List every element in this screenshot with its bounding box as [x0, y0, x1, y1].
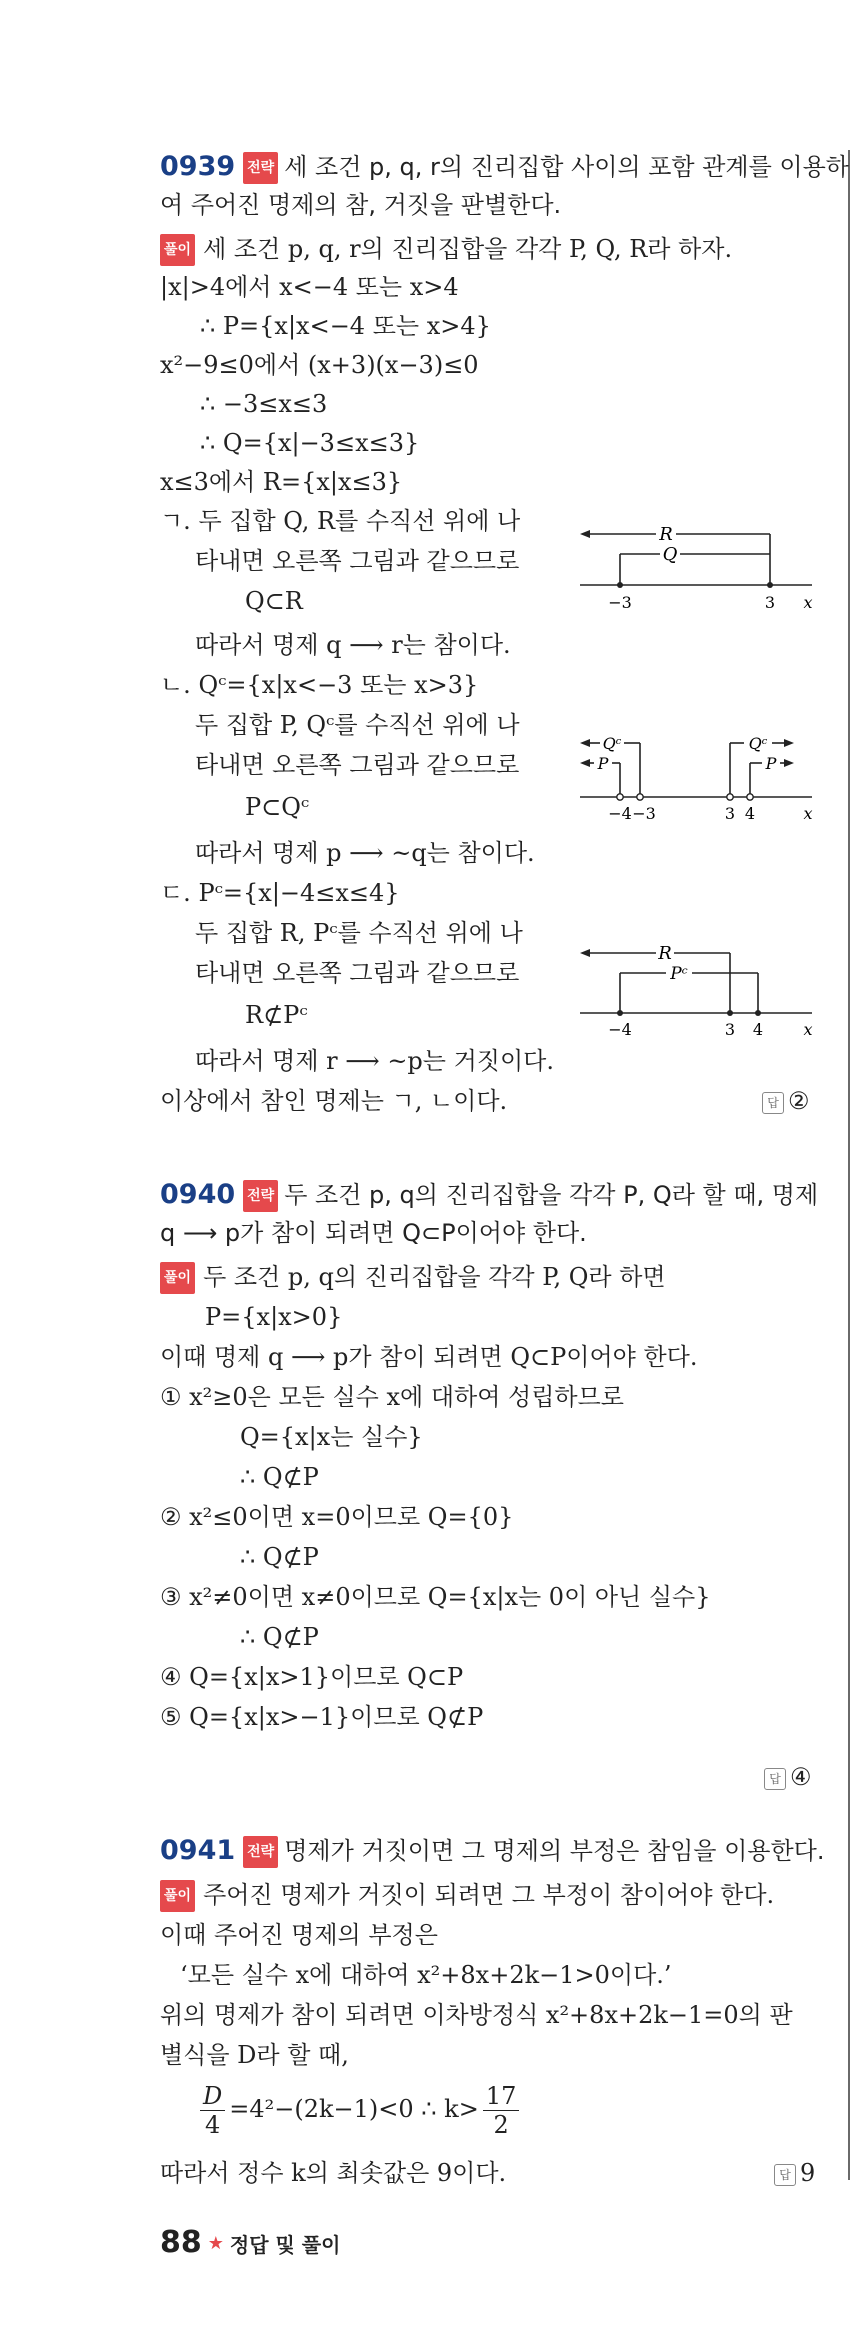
fig3-axis-label: x	[803, 1020, 813, 1039]
arrow-right	[784, 739, 794, 747]
closed-point	[755, 1010, 761, 1016]
arrow-left	[580, 739, 590, 747]
number-line-figure-2	[580, 725, 820, 835]
q0941-header	[160, 1836, 824, 1868]
q0941-line: ‘모든 실수 x에 대하여 x²+8x+2k−1>0이다.’	[180, 1961, 672, 1989]
discriminant-expression	[196, 2082, 523, 2139]
open-point	[637, 794, 643, 800]
fraction-denominator: 2	[493, 2111, 509, 2139]
q0941-number: 0941	[160, 1835, 236, 1866]
q0939-line: R⊄Pᶜ	[245, 1001, 308, 1029]
q0941-line: 따라서 정수 k의 최솟값은 9이다.	[160, 2159, 507, 2187]
q0940-line: ∴ Q⊄P	[240, 1543, 319, 1571]
fig3-label-r: R	[658, 943, 672, 964]
q0939-line: 세 조건 p, q, r의 진리집합을 각각 P, Q, R라 하자.	[203, 235, 733, 263]
number-line-figure-3	[580, 935, 820, 1045]
solution-tag: 풀이	[160, 1880, 195, 1912]
fig3-tick: 3	[724, 1020, 736, 1039]
page-number: 88	[160, 2225, 202, 2260]
q0939-line: P⊂Qᶜ	[245, 793, 310, 821]
column-rule	[848, 150, 850, 2180]
q0940-line: ∴ Q⊄P	[240, 1623, 319, 1651]
q0940-header	[160, 1180, 818, 1212]
fraction-numerator: D	[200, 2082, 225, 2111]
closed-point	[617, 582, 623, 588]
footer-label: 정답 및 풀이	[229, 2233, 341, 2257]
fig2-tick: −3	[632, 804, 656, 823]
star-icon: ★	[207, 2233, 224, 2254]
answer-icon: 답	[764, 1768, 786, 1790]
fig2-tick: 3	[724, 804, 736, 823]
page-footer	[160, 2225, 340, 2260]
q0941-sol-line	[160, 1880, 774, 1912]
closed-point	[767, 582, 773, 588]
q0939-line: ∴ −3≤x≤3	[200, 390, 328, 418]
answer-box	[762, 1086, 810, 1116]
q0940-line: 이때 명제 q ⟶ p가 참이 되려면 Q⊂P이어야 한다.	[160, 1343, 698, 1371]
q0940-number: 0940	[160, 1179, 236, 1210]
q0940-strategy-2: q ⟶ p가 참이 되려면 Q⊂P이어야 한다.	[160, 1219, 587, 1247]
q0940-line: 두 조건 p, q의 진리집합을 각각 P, Q라 하면	[203, 1263, 666, 1291]
q0939-line: x≤3에서 R={x|x≤3}	[160, 468, 403, 496]
solution-tag: 풀이	[160, 1262, 195, 1294]
fig2-tick: 4	[744, 804, 756, 823]
q0940-strategy-1: 두 조건 p, q의 진리집합을 각각 P, Q라 할 때, 명제	[284, 1181, 819, 1209]
q0939-line: |x|>4에서 x<−4 또는 x>4	[160, 273, 459, 301]
fig1-label-q: Q	[662, 544, 678, 565]
fig1-axis-label: x	[803, 593, 813, 612]
answer-icon: 답	[762, 1092, 784, 1114]
fig2-tick: −4	[608, 804, 632, 823]
q0940-line: ① x²≥0은 모든 실수 x에 대하여 성립하므로	[160, 1383, 624, 1411]
fig2-label-p: P	[597, 754, 609, 773]
q0941-line: 별식을 D라 할 때,	[160, 2041, 349, 2069]
open-point	[617, 794, 623, 800]
q0941-strategy-1: 명제가 거짓이면 그 명제의 부정은 참임을 이용한다.	[284, 1837, 825, 1865]
fraction-17-over-2	[483, 2082, 520, 2139]
fig2-label-qc: Qᶜ	[748, 734, 768, 753]
answer-box	[764, 1762, 812, 1792]
fraction-d-over-4	[200, 2082, 225, 2139]
q0940-line: Q={x|x는 실수}	[240, 1423, 423, 1451]
q0940-line: ② x²≤0이면 x=0이므로 Q={0}	[160, 1503, 514, 1531]
q0939-sol-line	[160, 234, 732, 266]
q0939-line: 따라서 명제 p ⟶ ~q는 참이다.	[195, 839, 535, 867]
q0941-line: 이때 주어진 명제의 부정은	[160, 1921, 438, 1949]
discriminant-text: =4²−(2k−1)<0 ∴ k>	[229, 2095, 479, 2123]
q0940-line: ③ x²≠0이면 x≠0이므로 Q={x|x는 0이 아닌 실수}	[160, 1583, 711, 1611]
answer-value: ④	[790, 1763, 812, 1791]
q0939-number: 0939	[160, 151, 236, 182]
answer-value: ②	[788, 1087, 810, 1115]
q0939-line: ㄷ. Pᶜ={x|−4≤x≤4}	[160, 879, 400, 907]
arrow-left	[580, 530, 590, 538]
q0939-line: 두 집합 P, Qᶜ를 수직선 위에 나	[195, 711, 520, 739]
q0940-line: ⑤ Q={x|x>−1}이므로 Q⊄P	[160, 1703, 484, 1731]
fig2-label-qc: Qᶜ	[602, 734, 622, 753]
answer-box	[774, 2158, 815, 2188]
q0941-line: 주어진 명제가 거짓이 되려면 그 부정이 참이어야 한다.	[203, 1881, 775, 1909]
fraction-denominator: 4	[204, 2111, 221, 2139]
number-line-figure-1	[580, 510, 820, 620]
strategy-tag: 전략	[243, 152, 278, 184]
arrow-left	[580, 949, 590, 957]
closed-point	[617, 1010, 623, 1016]
fig3-tick: 4	[752, 1020, 764, 1039]
strategy-tag: 전략	[243, 1180, 278, 1212]
fraction-numerator: 17	[483, 2082, 520, 2111]
answer-value: 9	[800, 2159, 816, 2187]
q0939-strategy-2: 여 주어진 명제의 참, 거짓을 판별한다.	[160, 191, 562, 219]
q0939-line: ㄱ. 두 집합 Q, R를 수직선 위에 나	[160, 507, 521, 535]
arrow-right	[784, 759, 794, 767]
fig2-label-p: P	[765, 754, 777, 773]
fig3-tick: −4	[608, 1020, 632, 1039]
arrow-left	[580, 759, 590, 767]
q0939-line: Q⊂R	[245, 587, 303, 615]
strategy-tag: 전략	[243, 1836, 278, 1868]
q0939-line: 이상에서 참인 명제는 ㄱ, ㄴ이다.	[160, 1087, 508, 1115]
fig2-axis-label: x	[803, 804, 813, 823]
fig1-label-r: R	[659, 524, 673, 545]
fig3-label-pc: Pᶜ	[670, 964, 688, 984]
q0939-line: 따라서 명제 r ⟶ ~p는 거짓이다.	[195, 1047, 554, 1075]
q0939-line: ㄴ. Qᶜ={x|x<−3 또는 x>3}	[160, 671, 479, 699]
closed-point	[727, 1010, 733, 1016]
q0939-line: 타내면 오른쪽 그림과 같으므로	[195, 959, 520, 987]
q0939-line: x²−9≤0에서 (x+3)(x−3)≤0	[160, 351, 479, 379]
q0939-line: ∴ P={x|x<−4 또는 x>4}	[200, 312, 491, 340]
open-point	[727, 794, 733, 800]
q0939-line: 따라서 명제 q ⟶ r는 참이다.	[195, 631, 511, 659]
q0941-line: 위의 명제가 참이 되려면 이차방정식 x²+8x+2k−1=0의 판	[160, 2001, 793, 2029]
open-point	[747, 794, 753, 800]
q0939-strategy-1: 세 조건 p, q, r의 진리집합 사이의 포함 관계를 이용하	[284, 153, 849, 181]
q0940-sol-line	[160, 1262, 666, 1294]
fig1-tick: 3	[764, 593, 776, 612]
q0940-line: ∴ Q⊄P	[240, 1463, 319, 1491]
answer-icon: 답	[774, 2164, 796, 2186]
q0939-line: 타내면 오른쪽 그림과 같으므로	[195, 547, 520, 575]
fig1-tick: −3	[608, 593, 632, 612]
solution-tag: 풀이	[160, 234, 195, 266]
q0939-line: 타내면 오른쪽 그림과 같으므로	[195, 751, 520, 779]
q0940-line: ④ Q={x|x>1}이므로 Q⊂P	[160, 1663, 464, 1691]
q0939-line: 두 집합 R, Pᶜ를 수직선 위에 나	[195, 919, 523, 947]
q0939-header	[160, 152, 849, 184]
q0939-line: ∴ Q={x|−3≤x≤3}	[200, 429, 420, 457]
q0940-line: P={x|x>0}	[205, 1303, 343, 1331]
